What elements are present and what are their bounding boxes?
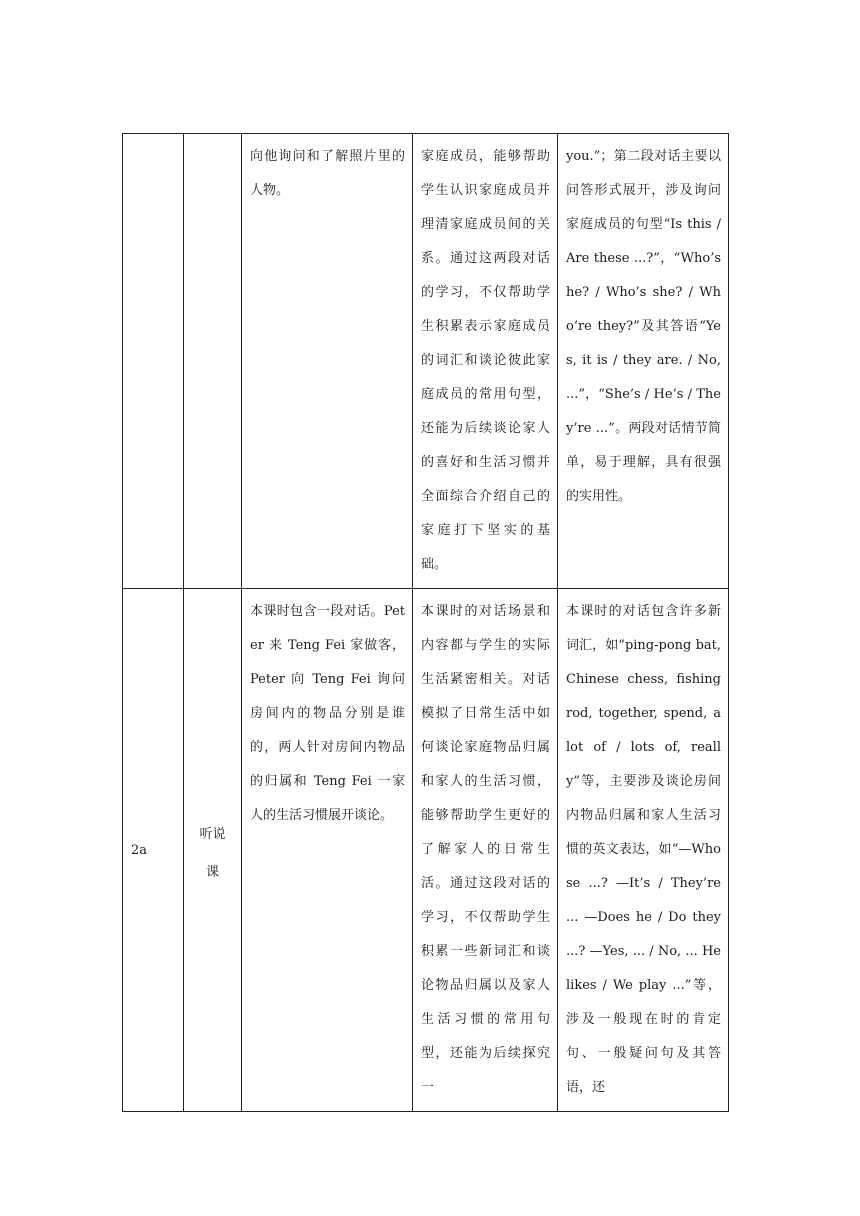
language-text: you.”；第二段对话主要以问答形式展开，涉及询问家庭成员的句型“Is this / Are these ...?”，“Who’s he? / Who’s she? / Who’re they?”及其答语“Yes, it is / they are. / No, ...”，“She’s / He’s / They’re ...”。两段对话情节简单，易于理解，具有很强的实用性。 [566,149,721,504]
content-text: 本课时包含一段对话。Peter 来 Teng Fei 家做客，Peter 向 Teng Fei 询问房间内的物品分别是谁的，两人针对房间内物品的归属和 Teng Fei 一家人的生活习惯展开谈论。 [250,604,405,823]
content-cell [242,134,413,589]
lesson-number: 2a [131,842,148,858]
analysis-text: 家庭成员，能够帮助学生认识家庭成员并理清家庭成员间的关系。通过这两段对话的学习，不仅帮助学生积累表示家庭成员的词汇和谈论彼此家庭成员的常用句型，还能为后续谈论家人的喜好和生活习惯并全面综合介绍自己的家庭打下坚实的基础。 [421,149,550,572]
lesson-number-cell [123,589,184,1112]
table-row [123,134,729,589]
analysis-cell [413,589,558,1112]
content-cell [242,589,413,1112]
lesson-type-cell [184,134,242,589]
lesson-table [122,133,729,1112]
table-row [123,589,729,1112]
language-text: 本课时的对话包含许多新词汇，如“ping-pong bat, Chinese chess, fishing rod, together, spend, a lot of / lots of, really”等，主要涉及谈论房间内物品归属和家人生活习惯的英文表达，如“—Whose ...? —It’s / They’re ... —Does he / Do they ...? —Yes, ... / No, ... He likes / We play ...”等，涉及一般现在时的肯定句、一般疑问句及其答语，还 [566,604,721,1095]
lesson-type: 听说 课 [199,827,226,880]
language-cell [558,589,729,1112]
lesson-number-cell [123,134,184,589]
language-cell [558,134,729,589]
content-text: 向他询问和了解照片里的人物。 [250,149,405,198]
analysis-cell [413,134,558,589]
lesson-type-cell [184,589,242,1112]
analysis-text: 本课时的对话场景和内容都与学生的实际生活紧密相关。对话模拟了日常生活中如何谈论家庭物品归属和家人的生活习惯，能够帮助学生更好的了解家人的日常生活。通过这段对话的学习，不仅帮助学生积累一些新词汇和谈论物品归属以及家人生活习惯的常用句型，还能为后续探究一 [421,604,550,1095]
